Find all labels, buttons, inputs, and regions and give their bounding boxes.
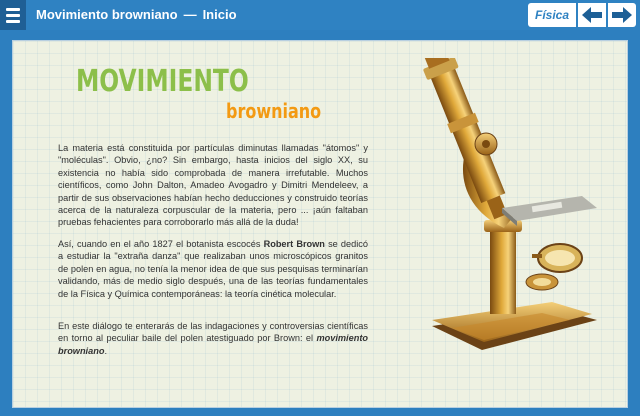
p2-text-b: se dedicó a estudiar la "extraña danza" que realizaban unos microscópicos granitos de polen en agua, no tenía la menor idea de que sus pesquisas terminarían validando, más de medio siglo después, una de las teorías fundamentales de la Física y Química contemporáneas: la teoría cinética molecular. bbox=[58, 239, 368, 299]
menu-button[interactable] bbox=[0, 0, 26, 30]
previous-button[interactable] bbox=[578, 3, 606, 27]
p3-text-a: En este diálogo te enterarás de las indagaciones y controversias científicas en torno al peculiar baile del polen atestiguado por Brown: el bbox=[58, 321, 368, 344]
title-section: Inicio bbox=[202, 7, 237, 22]
subject-button[interactable]: Física bbox=[528, 3, 576, 27]
intro-paragraph: La materia está constituida por partículas diminutas llamadas "átomos" y "moléculas". Obvio, ¿no? Sin embargo, hasta inicios del siglo XX, su existencia no había sido comprobada de manera irrefutable. Muchos científicos, como John Dalton, Amadeo Avogadro y Dimitri Mendeleev, a partir de sus observaciones habían hecho deducciones y construido teorías acerca de la naturaleza corpuscular de la materia, pero ... ¡aún faltaban pruebas fehacientes para corroborarlo más allá de la duda! bbox=[58, 143, 368, 228]
hamburger-icon-line bbox=[6, 8, 20, 11]
brown-paragraph bbox=[58, 238, 368, 300]
microscope-illustration bbox=[392, 58, 622, 378]
p2-text-a: Así, cuando en el año 1827 el botanista escocés bbox=[58, 239, 264, 249]
page-title bbox=[36, 7, 237, 22]
hamburger-icon-line bbox=[6, 20, 20, 23]
title-separator: — bbox=[183, 7, 197, 22]
title-main: Movimiento browniano bbox=[36, 7, 178, 22]
robert-brown-name: Robert Brown bbox=[263, 239, 325, 249]
top-bar bbox=[0, 0, 640, 30]
p3-text-b: . bbox=[104, 345, 108, 356]
arrow-right-icon bbox=[612, 7, 632, 23]
movimiento-browniano-emphasis: movimiento browniano bbox=[58, 333, 368, 356]
dialog-paragraph bbox=[58, 320, 368, 357]
arrow-left-icon bbox=[582, 7, 602, 23]
heading-subtitle: browniano bbox=[226, 99, 322, 123]
heading-title: MOVIMIENTO bbox=[76, 64, 249, 99]
next-button[interactable] bbox=[608, 3, 636, 27]
hamburger-icon-line bbox=[6, 14, 20, 17]
